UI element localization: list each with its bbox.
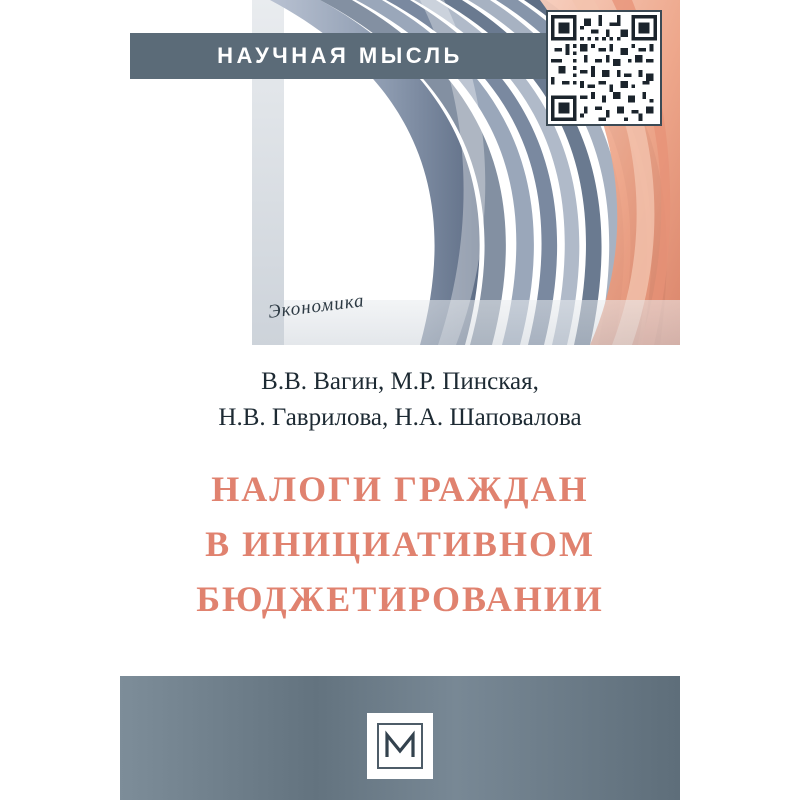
series-banner-label: НАУЧНАЯ МЫСЛЬ: [217, 43, 463, 68]
series-banner: [130, 33, 550, 79]
title-line-3: БЮДЖЕТИРОВАНИИ: [196, 579, 604, 619]
title-line-1: НАЛОГИ ГРАЖДАН: [211, 469, 589, 509]
authors-line-2: Н.В. Гаврилова, Н.А. Шаповалова: [218, 404, 582, 431]
book-title: [120, 462, 680, 627]
qr-code-graphic: [551, 15, 657, 121]
qr-code-icon: [546, 10, 662, 126]
publisher-logo: [367, 713, 433, 779]
book-cover: [120, 0, 680, 800]
authors-block: [120, 364, 680, 436]
cover-artwork: [120, 0, 680, 345]
authors-line-1: В.В. Вагин, М.Р. Пинская,: [261, 368, 539, 395]
title-line-2: В ИНИЦИАТИВНОМ: [205, 524, 595, 564]
subject-label: Экономика: [267, 290, 366, 323]
publisher-logo-mark: [377, 723, 423, 769]
